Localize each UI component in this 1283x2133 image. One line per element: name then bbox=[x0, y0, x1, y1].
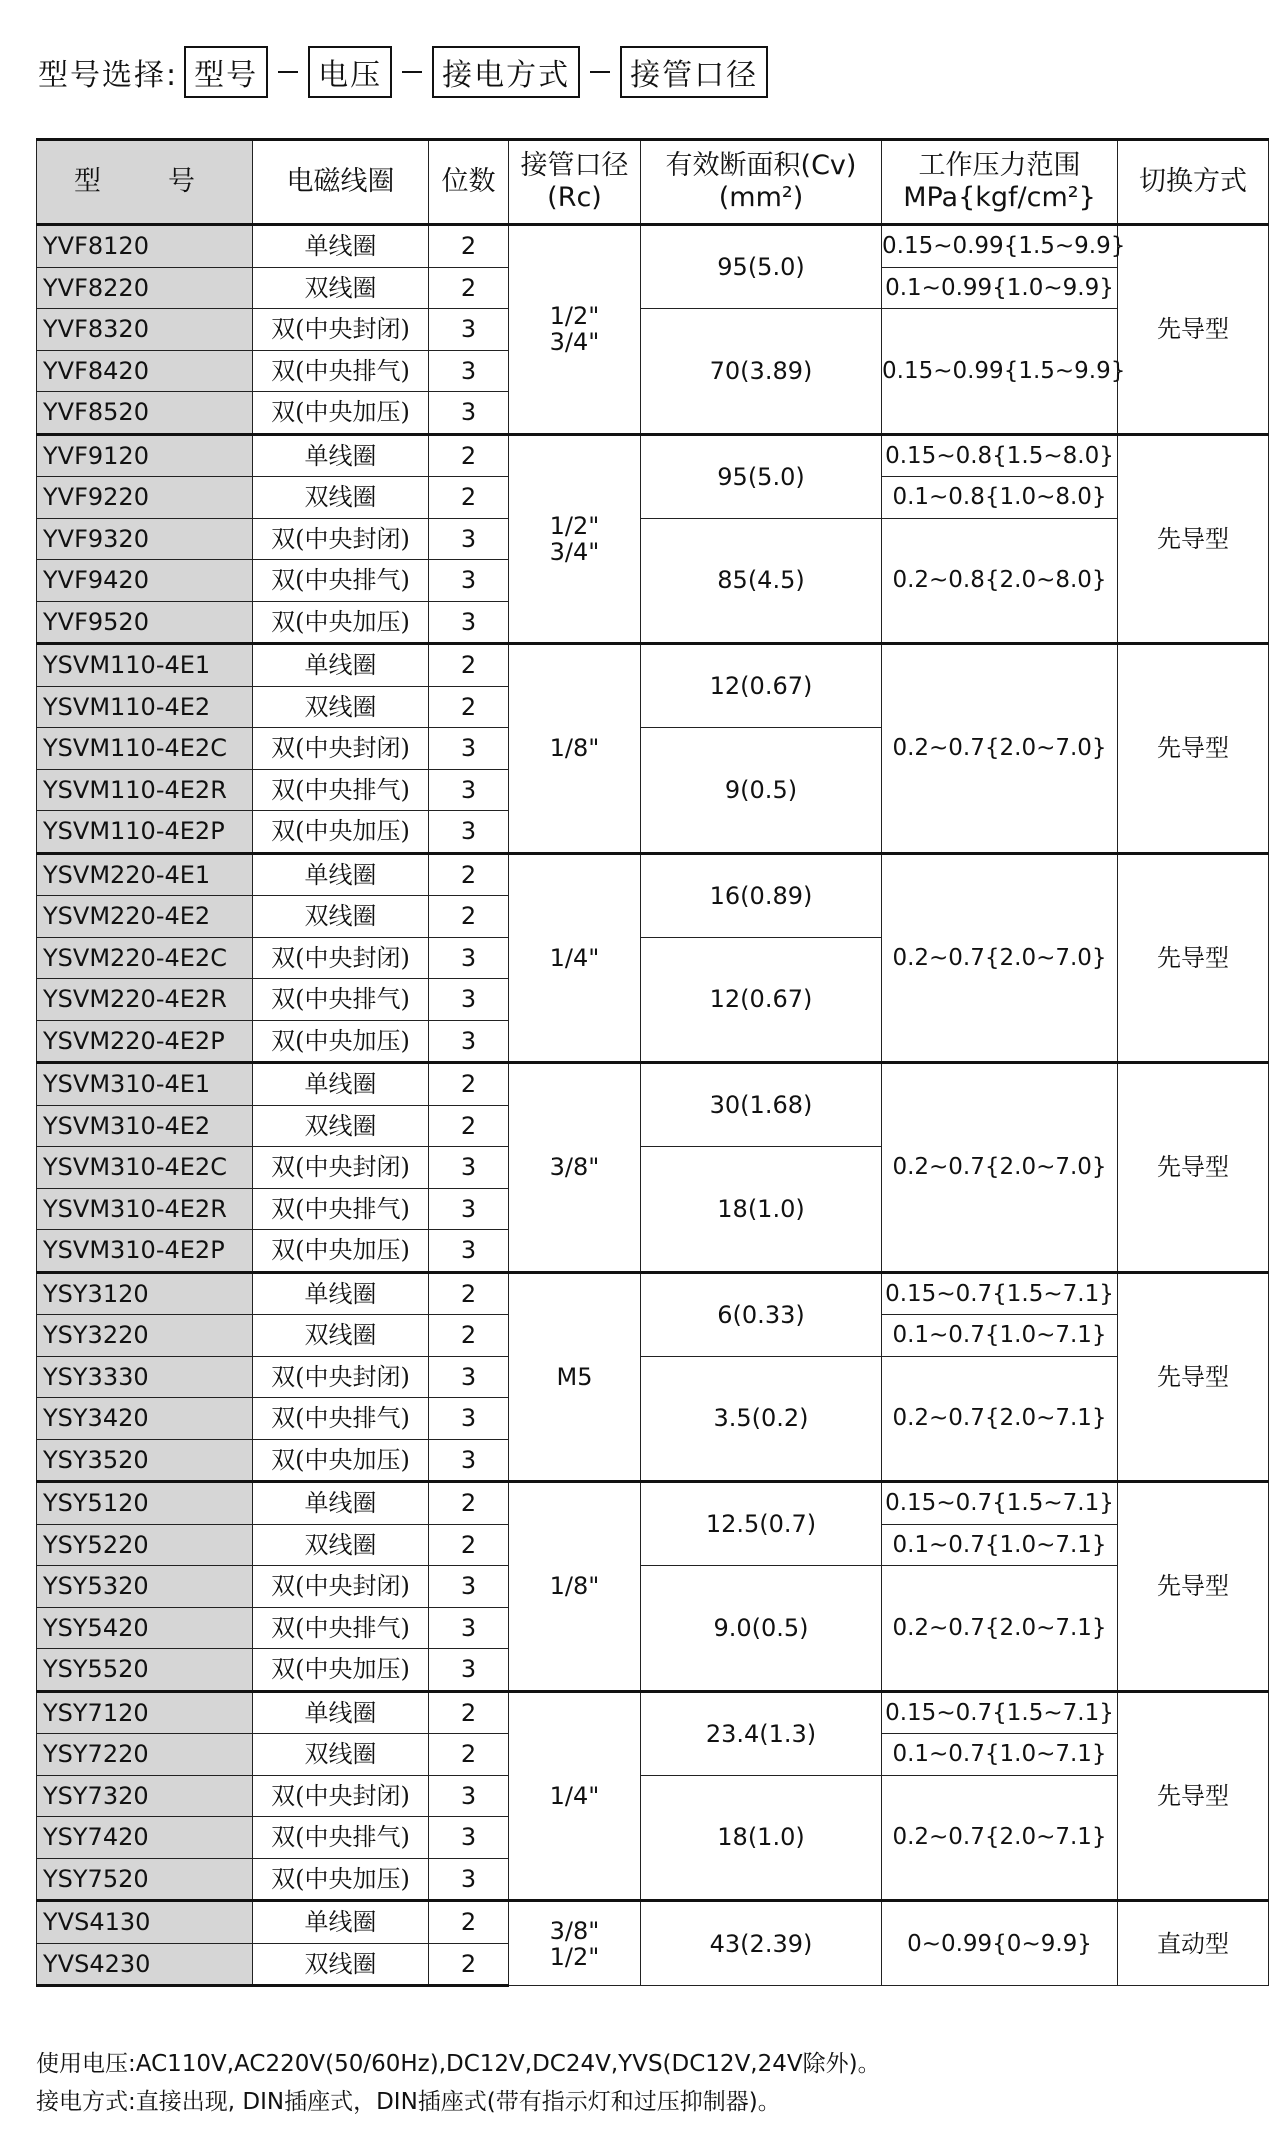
header-coil: 电磁线圈 bbox=[253, 140, 429, 225]
coil-cell: 双(中央排气) bbox=[253, 769, 429, 811]
positions-cell: 3 bbox=[429, 728, 509, 770]
table-body bbox=[37, 225, 1269, 1986]
positions-cell: 2 bbox=[429, 1272, 509, 1315]
port-size: 1/4" bbox=[549, 1781, 600, 1810]
header-positions: 位数 bbox=[429, 140, 509, 225]
table-row bbox=[37, 1482, 1269, 1525]
area-cell: 23.4(1.3) bbox=[641, 1691, 882, 1775]
switch-cell: 先导型 bbox=[1118, 1482, 1269, 1692]
area-cell: 70(3.89) bbox=[641, 309, 882, 435]
positions-cell: 3 bbox=[429, 309, 509, 351]
table-row bbox=[37, 518, 1269, 560]
model-cell: YVF9420 bbox=[37, 560, 253, 602]
coil-cell: 双(中央封闭) bbox=[253, 728, 429, 770]
model-cell: YVF8420 bbox=[37, 350, 253, 392]
coil-cell: 单线圈 bbox=[253, 1272, 429, 1315]
model-cell: YSY5320 bbox=[37, 1566, 253, 1608]
pressure-cell: 0.2~0.7{2.0~7.0} bbox=[882, 644, 1118, 854]
header-area-unit: (mm²) bbox=[718, 182, 804, 213]
positions-cell: 2 bbox=[429, 686, 509, 728]
selector-box-voltage: 电压 bbox=[308, 46, 392, 98]
positions-cell: 2 bbox=[429, 434, 509, 477]
positions-cell: 2 bbox=[429, 267, 509, 309]
coil-cell: 双线圈 bbox=[253, 1734, 429, 1776]
area-cell: 30(1.68) bbox=[641, 1063, 882, 1147]
area-cell: 9(0.5) bbox=[641, 728, 882, 854]
coil-cell: 双(中央封闭) bbox=[253, 309, 429, 351]
pressure-cell: 0.2~0.7{2.0~7.1} bbox=[882, 1566, 1118, 1692]
port-size: 1/4" bbox=[549, 943, 600, 972]
positions-cell: 3 bbox=[429, 1147, 509, 1189]
area-cell: 6(0.33) bbox=[641, 1272, 882, 1356]
positions-cell: 2 bbox=[429, 1105, 509, 1147]
area-cell: 18(1.0) bbox=[641, 1147, 882, 1273]
table-row bbox=[37, 1356, 1269, 1398]
model-cell: YSY7220 bbox=[37, 1734, 253, 1776]
positions-cell: 2 bbox=[429, 1691, 509, 1734]
pressure-cell: 0.1~0.7{1.0~7.1} bbox=[882, 1315, 1118, 1357]
model-cell: YSVM110-4E2P bbox=[37, 811, 253, 854]
coil-cell: 双线圈 bbox=[253, 1524, 429, 1566]
port-cell bbox=[509, 434, 641, 644]
positions-cell: 2 bbox=[429, 1943, 509, 1986]
port-size: 1/2" bbox=[549, 511, 600, 540]
table-row bbox=[37, 1272, 1269, 1315]
note-wiring: 接电方式:直接出现, DIN插座式，DIN插座式(带有指示灯和过压抑制器)。 bbox=[36, 2089, 781, 2115]
header-model: 型 号 bbox=[37, 140, 253, 225]
area-cell: 85(4.5) bbox=[641, 518, 882, 644]
positions-cell: 2 bbox=[429, 1524, 509, 1566]
model-cell: YSY3330 bbox=[37, 1356, 253, 1398]
table-row bbox=[37, 1063, 1269, 1106]
positions-cell: 3 bbox=[429, 769, 509, 811]
model-cell: YSVM110-4E2R bbox=[37, 769, 253, 811]
port-cell bbox=[509, 1063, 641, 1273]
port-size: 3/4" bbox=[549, 537, 600, 566]
switch-cell: 先导型 bbox=[1118, 434, 1269, 644]
pressure-cell: 0.2~0.7{2.0~7.0} bbox=[882, 853, 1118, 1063]
model-cell: YVF9120 bbox=[37, 434, 253, 477]
table-row bbox=[37, 1901, 1269, 1944]
model-cell: YSVM220-4E1 bbox=[37, 853, 253, 896]
positions-cell: 2 bbox=[429, 896, 509, 938]
table-row bbox=[37, 225, 1269, 268]
selector-box-model: 型号 bbox=[184, 46, 268, 98]
positions-cell: 3 bbox=[429, 1439, 509, 1482]
positions-cell: 3 bbox=[429, 392, 509, 435]
selection-label: 型号选择: bbox=[38, 58, 179, 93]
coil-cell: 双(中央排气) bbox=[253, 1188, 429, 1230]
model-cell: YSY3520 bbox=[37, 1439, 253, 1482]
header-area-label: 有效断面积(Cv) bbox=[665, 150, 857, 181]
coil-cell: 双(中央封闭) bbox=[253, 937, 429, 979]
coil-cell: 双(中央排气) bbox=[253, 979, 429, 1021]
model-cell: YVF9520 bbox=[37, 601, 253, 644]
area-cell: 12(0.67) bbox=[641, 937, 882, 1063]
pressure-cell: 0~0.99{0~9.9} bbox=[882, 1901, 1118, 1986]
switch-cell: 先导型 bbox=[1118, 225, 1269, 435]
pressure-cell: 0.15~0.7{1.5~7.1} bbox=[882, 1482, 1118, 1525]
coil-cell: 双(中央排气) bbox=[253, 1817, 429, 1859]
coil-cell: 单线圈 bbox=[253, 853, 429, 896]
pressure-cell: 0.15~0.7{1.5~7.1} bbox=[882, 1691, 1118, 1734]
header-switch: 切换方式 bbox=[1118, 140, 1269, 225]
positions-cell: 3 bbox=[429, 979, 509, 1021]
coil-cell: 双(中央封闭) bbox=[253, 518, 429, 560]
coil-cell: 单线圈 bbox=[253, 1691, 429, 1734]
switch-cell: 先导型 bbox=[1118, 1272, 1269, 1482]
port-cell bbox=[509, 1482, 641, 1692]
pressure-cell: 0.15~0.8{1.5~8.0} bbox=[882, 434, 1118, 477]
switch-cell: 先导型 bbox=[1118, 1691, 1269, 1901]
model-cell: YVF8220 bbox=[37, 267, 253, 309]
positions-cell: 3 bbox=[429, 1858, 509, 1901]
coil-cell: 双(中央排气) bbox=[253, 560, 429, 602]
coil-cell: 双(中央加压) bbox=[253, 601, 429, 644]
positions-cell: 3 bbox=[429, 811, 509, 854]
separator-dash bbox=[278, 71, 298, 73]
area-cell: 12.5(0.7) bbox=[641, 1482, 882, 1566]
model-cell: YSVM110-4E2C bbox=[37, 728, 253, 770]
port-size: 1/8" bbox=[549, 734, 600, 763]
positions-cell: 3 bbox=[429, 1020, 509, 1063]
positions-cell: 2 bbox=[429, 1734, 509, 1776]
separator-dash bbox=[590, 71, 610, 73]
coil-cell: 双(中央排气) bbox=[253, 350, 429, 392]
positions-cell: 3 bbox=[429, 601, 509, 644]
pressure-cell: 0.2~0.7{2.0~7.1} bbox=[882, 1356, 1118, 1482]
table-header-row bbox=[37, 140, 1269, 225]
model-cell: YSY7420 bbox=[37, 1817, 253, 1859]
positions-cell: 2 bbox=[429, 225, 509, 268]
positions-cell: 3 bbox=[429, 1356, 509, 1398]
header-port-unit: (Rc) bbox=[547, 182, 602, 213]
switch-cell: 直动型 bbox=[1118, 1901, 1269, 1986]
positions-cell: 3 bbox=[429, 1775, 509, 1817]
coil-cell: 双线圈 bbox=[253, 896, 429, 938]
pressure-cell: 0.1~0.99{1.0~9.9} bbox=[882, 267, 1118, 309]
table-row bbox=[37, 1691, 1269, 1734]
area-cell: 18(1.0) bbox=[641, 1775, 882, 1901]
separator-dash bbox=[402, 71, 422, 73]
model-cell: YSVM310-4E2P bbox=[37, 1230, 253, 1273]
coil-cell: 双(中央封闭) bbox=[253, 1566, 429, 1608]
model-cell: YSY5220 bbox=[37, 1524, 253, 1566]
coil-cell: 双(中央加压) bbox=[253, 1020, 429, 1063]
model-cell: YSVM310-4E1 bbox=[37, 1063, 253, 1106]
positions-cell: 3 bbox=[429, 518, 509, 560]
pressure-cell: 0.2~0.8{2.0~8.0} bbox=[882, 518, 1118, 644]
table-row bbox=[37, 1566, 1269, 1608]
coil-cell: 双(中央加压) bbox=[253, 1230, 429, 1273]
port-size: 1/8" bbox=[549, 1572, 600, 1601]
header-port-label: 接管口径 bbox=[520, 150, 629, 181]
coil-cell: 双(中央排气) bbox=[253, 1607, 429, 1649]
model-cell: YSY5120 bbox=[37, 1482, 253, 1525]
area-cell: 3.5(0.2) bbox=[641, 1356, 882, 1482]
port-cell bbox=[509, 1691, 641, 1901]
model-cell: YSY7120 bbox=[37, 1691, 253, 1734]
model-cell: YSVM310-4E2 bbox=[37, 1105, 253, 1147]
positions-cell: 3 bbox=[429, 1607, 509, 1649]
positions-cell: 2 bbox=[429, 1482, 509, 1525]
coil-cell: 双线圈 bbox=[253, 1315, 429, 1357]
switch-cell: 先导型 bbox=[1118, 1063, 1269, 1273]
coil-cell: 双线圈 bbox=[253, 477, 429, 519]
model-cell: YSY5520 bbox=[37, 1649, 253, 1692]
port-cell bbox=[509, 853, 641, 1063]
pressure-cell: 0.15~0.99{1.5~9.9} bbox=[882, 309, 1118, 435]
positions-cell: 2 bbox=[429, 1315, 509, 1357]
positions-cell: 2 bbox=[429, 1063, 509, 1106]
model-cell: YVF8520 bbox=[37, 392, 253, 435]
switch-cell: 先导型 bbox=[1118, 644, 1269, 854]
model-cell: YSY3120 bbox=[37, 1272, 253, 1315]
positions-cell: 3 bbox=[429, 560, 509, 602]
area-cell: 95(5.0) bbox=[641, 434, 882, 518]
model-cell: YSVM220-4E2P bbox=[37, 1020, 253, 1063]
model-cell: YVF8120 bbox=[37, 225, 253, 268]
port-size: M5 bbox=[556, 1362, 593, 1391]
positions-cell: 2 bbox=[429, 853, 509, 896]
table-row bbox=[37, 309, 1269, 351]
header-area bbox=[641, 140, 882, 225]
coil-cell: 单线圈 bbox=[253, 225, 429, 268]
positions-cell: 2 bbox=[429, 644, 509, 687]
positions-cell: 3 bbox=[429, 1230, 509, 1273]
port-cell bbox=[509, 644, 641, 854]
coil-cell: 单线圈 bbox=[253, 644, 429, 687]
model-cell: YSY3220 bbox=[37, 1315, 253, 1357]
port-size: 1/2" bbox=[549, 302, 600, 331]
port-size: 1/2" bbox=[549, 1942, 600, 1971]
model-cell: YVF8320 bbox=[37, 309, 253, 351]
coil-cell: 双(中央排气) bbox=[253, 1398, 429, 1440]
coil-cell: 单线圈 bbox=[253, 434, 429, 477]
area-cell: 95(5.0) bbox=[641, 225, 882, 309]
spec-table bbox=[36, 138, 1269, 1987]
coil-cell: 单线圈 bbox=[253, 1482, 429, 1525]
pressure-cell: 0.1~0.7{1.0~7.1} bbox=[882, 1524, 1118, 1566]
model-cell: YSY3420 bbox=[37, 1398, 253, 1440]
positions-cell: 2 bbox=[429, 477, 509, 519]
header-pressure bbox=[882, 140, 1118, 225]
coil-cell: 双(中央封闭) bbox=[253, 1147, 429, 1189]
pressure-cell: 0.15~0.7{1.5~7.1} bbox=[882, 1272, 1118, 1315]
model-cell: YSY5420 bbox=[37, 1607, 253, 1649]
positions-cell: 3 bbox=[429, 1817, 509, 1859]
pressure-cell: 0.2~0.7{2.0~7.0} bbox=[882, 1063, 1118, 1273]
model-cell: YSVM110-4E1 bbox=[37, 644, 253, 687]
port-size: 3/8" bbox=[549, 1153, 600, 1182]
port-size: 3/8" bbox=[549, 1916, 600, 1945]
model-cell: YSVM310-4E2R bbox=[37, 1188, 253, 1230]
area-cell: 9.0(0.5) bbox=[641, 1566, 882, 1692]
coil-cell: 双(中央封闭) bbox=[253, 1356, 429, 1398]
port-size: 3/4" bbox=[549, 328, 600, 357]
coil-cell: 双(中央加压) bbox=[253, 811, 429, 854]
model-cell: YVS4130 bbox=[37, 1901, 253, 1944]
notes bbox=[36, 2045, 881, 2121]
model-cell: YVF9320 bbox=[37, 518, 253, 560]
note-voltage: 使用电压:AC110V,AC220V(50/60Hz),DC12V,DC24V,YVS(DC12V,24V除外)。 bbox=[36, 2051, 881, 2077]
switch-cell: 先导型 bbox=[1118, 853, 1269, 1063]
coil-cell: 双(中央加压) bbox=[253, 1649, 429, 1692]
positions-cell: 3 bbox=[429, 1398, 509, 1440]
pressure-cell: 0.15~0.99{1.5~9.9} bbox=[882, 225, 1118, 268]
header-pressure-label: 工作压力范围 bbox=[918, 150, 1081, 181]
model-selection-guide bbox=[38, 48, 768, 96]
coil-cell: 双(中央加压) bbox=[253, 392, 429, 435]
coil-cell: 双(中央加压) bbox=[253, 1858, 429, 1901]
coil-cell: 双线圈 bbox=[253, 686, 429, 728]
table-row bbox=[37, 644, 1269, 687]
area-cell: 16(0.89) bbox=[641, 853, 882, 937]
table-row bbox=[37, 853, 1269, 896]
model-cell: YVS4230 bbox=[37, 1943, 253, 1986]
coil-cell: 双(中央封闭) bbox=[253, 1775, 429, 1817]
model-cell: YVF9220 bbox=[37, 477, 253, 519]
positions-cell: 3 bbox=[429, 350, 509, 392]
positions-cell: 2 bbox=[429, 1901, 509, 1944]
selector-box-wiring: 接电方式 bbox=[432, 46, 580, 98]
header-port bbox=[509, 140, 641, 225]
model-cell: YSY7520 bbox=[37, 1858, 253, 1901]
table-row bbox=[37, 1775, 1269, 1817]
selector-box-port: 接管口径 bbox=[620, 46, 768, 98]
coil-cell: 双(中央加压) bbox=[253, 1439, 429, 1482]
positions-cell: 3 bbox=[429, 937, 509, 979]
model-cell: YSY7320 bbox=[37, 1775, 253, 1817]
pressure-cell: 0.1~0.7{1.0~7.1} bbox=[882, 1734, 1118, 1776]
coil-cell: 单线圈 bbox=[253, 1063, 429, 1106]
model-cell: YSVM220-4E2C bbox=[37, 937, 253, 979]
model-cell: YSVM220-4E2R bbox=[37, 979, 253, 1021]
positions-cell: 3 bbox=[429, 1188, 509, 1230]
port-cell bbox=[509, 1272, 641, 1482]
model-cell: YSVM220-4E2 bbox=[37, 896, 253, 938]
pressure-cell: 0.2~0.7{2.0~7.1} bbox=[882, 1775, 1118, 1901]
coil-cell: 双线圈 bbox=[253, 1105, 429, 1147]
port-cell bbox=[509, 1901, 641, 1986]
model-cell: YSVM110-4E2 bbox=[37, 686, 253, 728]
coil-cell: 双线圈 bbox=[253, 267, 429, 309]
table-row bbox=[37, 434, 1269, 477]
header-pressure-unit: MPa{kgf/cm²} bbox=[903, 182, 1096, 213]
port-cell bbox=[509, 225, 641, 435]
coil-cell: 双线圈 bbox=[253, 1943, 429, 1986]
positions-cell: 3 bbox=[429, 1566, 509, 1608]
coil-cell: 单线圈 bbox=[253, 1901, 429, 1944]
pressure-cell: 0.1~0.8{1.0~8.0} bbox=[882, 477, 1118, 519]
model-cell: YSVM310-4E2C bbox=[37, 1147, 253, 1189]
area-cell: 43(2.39) bbox=[641, 1901, 882, 1986]
positions-cell: 3 bbox=[429, 1649, 509, 1692]
area-cell: 12(0.67) bbox=[641, 644, 882, 728]
